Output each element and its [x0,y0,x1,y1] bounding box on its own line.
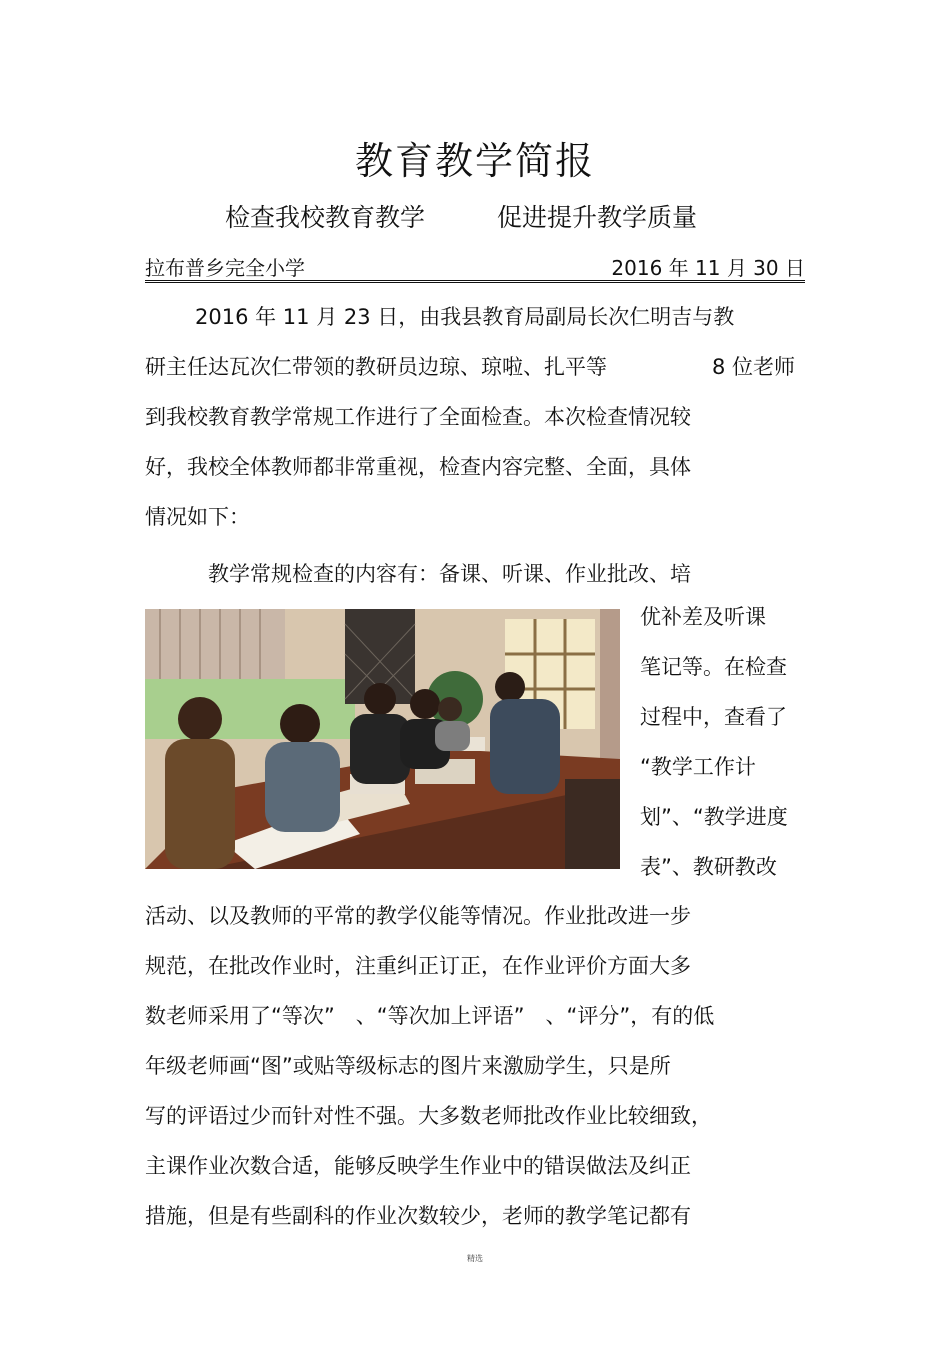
school-name: 拉布普乡完全小学 [145,256,305,280]
paragraph-line: 研主任达瓦次仁带领的教研员边琼、琼啦、扎平等 [145,355,607,379]
inspection-photo [145,609,620,869]
header-line [145,252,805,283]
side-text-line: 笔记等。在检查 [640,655,787,679]
paragraph-line: 措施，但是有些副科的作业次数较少，老师的教学笔记都有 [145,1204,691,1228]
paragraph-line: 活动、以及教师的平常的教学仪能等情况。作业批改进一步 [145,904,691,928]
side-text-line: 划”、“教学进度 [640,805,788,829]
side-text-line: 表”、教研教改 [640,855,777,879]
document-title: 教育教学简报 [354,139,595,183]
paragraph-line: 数老师采用了“等次” 、“等次加上评语” 、“评分”，有的低 [145,1004,715,1028]
paragraph-line: 8 位老师 [712,355,796,379]
paragraph-line: 到我校教育教学常规工作进行了全面检查。本次检查情况较 [145,405,691,429]
report-date: 2016 年 11 月 30 日 [611,256,805,280]
paragraph-line: 写的评语过少而针对性不强。大多数老师批改作业比较细致， [145,1104,712,1128]
paragraph-line: 主课作业次数合适，能够反映学生作业中的错误做法及纠正 [145,1154,691,1178]
paragraph-line: 情况如下： [145,505,250,529]
paragraph-line: 规范，在批改作业时，注重纠正订正，在作业评价方面大多 [145,954,691,978]
paragraph-line: 好，我校全体教师都非常重视，检查内容完整、全面，具体 [145,455,691,479]
subtitle-left: 检查我校教育教学 [225,203,426,232]
subtitle-right: 促进提升教学质量 [497,203,698,232]
paragraph-line: 教学常规检查的内容有：备课、听课、作业批改、培 [208,562,691,586]
paragraph-line: 年级老师画“图”或贴等级标志的图片来激励学生，只是所 [145,1054,671,1078]
side-text-line: “教学工作计 [640,755,756,779]
side-text-line: 优补差及听课 [640,605,766,629]
page-footer: 精选 [467,1254,483,1263]
paragraph-line: 2016 年 11 月 23 日，由我县教育局副局长次仁明吉与教 [195,305,735,329]
side-text-line: 过程中，查看了 [640,705,787,729]
